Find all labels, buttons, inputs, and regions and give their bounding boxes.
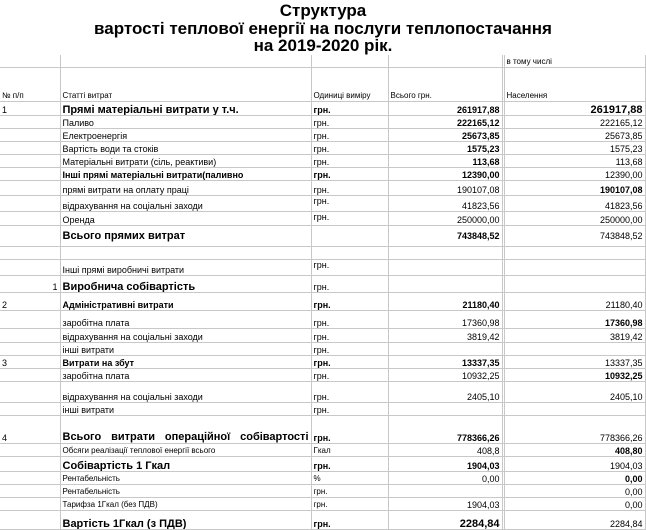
row-num: 2 [0, 292, 60, 310]
row-unit: грн. [311, 484, 388, 497]
table-row [0, 497, 645, 510]
row-total: 261917,88 [388, 101, 502, 115]
row-population [504, 275, 645, 292]
row-unit: грн. [311, 368, 388, 381]
row-num [0, 381, 60, 402]
row-total [388, 402, 502, 415]
row-total: 250000,00 [388, 211, 502, 225]
row-name: заробітна плата [60, 310, 311, 328]
row-population [504, 342, 645, 355]
row-name: Тарифза 1Гкал (без ПДВ) [60, 497, 311, 510]
table-row [0, 342, 645, 355]
row-num [0, 342, 60, 355]
row-unit: грн. [311, 180, 388, 195]
row-name: інші витрати [60, 402, 311, 415]
row-population: 113,68 [504, 154, 645, 167]
row-name: Прямі матеріальні витрати у т.ч. [60, 101, 311, 115]
table-row [0, 246, 645, 259]
row-name: заробітна плата [60, 368, 311, 381]
table-row [0, 259, 645, 275]
row-total [388, 259, 502, 275]
table-row [0, 211, 645, 225]
table-row [0, 180, 645, 195]
row-num: 1 [0, 101, 60, 115]
row-num [0, 246, 60, 259]
row-unit: грн. [311, 115, 388, 128]
table-row [0, 310, 645, 328]
table-row [0, 101, 645, 115]
row-num [0, 211, 60, 225]
row-population: 10932,25 [504, 368, 645, 381]
doc-title: Структура [279, 1, 367, 20]
row-unit: грн. [311, 154, 388, 167]
header-num: № п/п [0, 67, 60, 101]
row-num [0, 368, 60, 381]
row-population: 25673,85 [504, 128, 645, 141]
row-total: 10932,25 [388, 368, 502, 381]
row-total: 13337,35 [388, 355, 502, 368]
table-row [0, 195, 645, 211]
row-total [388, 246, 502, 259]
row-num [0, 456, 60, 471]
table-row [0, 355, 645, 368]
row-unit [311, 246, 388, 259]
row-name: Всього прямих витрат [60, 225, 311, 246]
row-population: 190107,08 [504, 180, 645, 195]
table-row [0, 368, 645, 381]
table-row [0, 443, 645, 456]
table-row [0, 381, 645, 402]
row-unit: Гкал [311, 443, 388, 456]
row-num [0, 328, 60, 342]
row-total: 25673,85 [388, 128, 502, 141]
row-num [0, 225, 60, 246]
table-row [0, 141, 645, 154]
row-name: Електроенергія [60, 128, 311, 141]
row-population: 408,80 [504, 443, 645, 456]
row-total: 3819,42 [388, 328, 502, 342]
row-total [388, 484, 502, 497]
row-population: 2284,84 [504, 510, 645, 529]
header-population: Населення [504, 67, 645, 101]
header-name: Статті витрат [60, 67, 311, 101]
row-total: 743848,52 [388, 225, 502, 246]
table-row [0, 225, 645, 246]
row-total: 41823,56 [388, 195, 502, 211]
row-unit: грн. [311, 275, 388, 292]
row-population: 1575,23 [504, 141, 645, 154]
row-population: 1904,03 [504, 456, 645, 471]
row-unit: грн. [311, 456, 388, 471]
row-unit: грн. [311, 402, 388, 415]
row-unit: грн. [311, 259, 388, 275]
row-name: відрахування на соціальні заходи [60, 328, 311, 342]
row-total: 113,68 [388, 154, 502, 167]
row-population [504, 259, 645, 275]
row-population: 778366,26 [504, 415, 645, 443]
cost-structure-table [0, 55, 646, 530]
row-num [0, 180, 60, 195]
row-population: 261917,88 [504, 101, 645, 115]
row-population: 41823,56 [504, 195, 645, 211]
table-row [0, 167, 645, 180]
row-total: 778366,26 [388, 415, 502, 443]
row-population: 0,00 [504, 471, 645, 484]
row-total: 0,00 [388, 471, 502, 484]
row-num: 3 [0, 355, 60, 368]
header-incl: в тому числі [504, 55, 645, 67]
row-unit: % [311, 471, 388, 484]
row-num [0, 115, 60, 128]
row-population: 743848,52 [504, 225, 645, 246]
table-row [0, 115, 645, 128]
row-num [0, 259, 60, 275]
row-name: інші витрати [60, 342, 311, 355]
row-num [0, 443, 60, 456]
header-unit: Одиниці виміру [311, 67, 388, 101]
row-total [388, 342, 502, 355]
row-num [0, 497, 60, 510]
row-name: Вартість 1Гкал (з ПДВ) [60, 510, 311, 529]
row-unit: грн. [311, 415, 388, 443]
row-population: 0,00 [504, 497, 645, 510]
row-population: 3819,42 [504, 328, 645, 342]
row-num [0, 154, 60, 167]
row-name: Витрати на збут [60, 355, 311, 368]
row-num: 1 [0, 275, 60, 292]
row-unit: грн. [311, 310, 388, 328]
table-row [0, 484, 645, 497]
row-name: Оренда [60, 211, 311, 225]
doc-subtitle: вартості теплової енергії на послуги теплопостачання [94, 19, 552, 38]
row-total: 1904,03 [388, 497, 502, 510]
row-num [0, 128, 60, 141]
row-num [0, 195, 60, 211]
row-population: 13337,35 [504, 355, 645, 368]
row-unit: грн. [311, 195, 388, 211]
table-row [0, 471, 645, 484]
row-num [0, 510, 60, 529]
row-num [0, 167, 60, 180]
row-unit: грн. [311, 101, 388, 115]
row-unit: грн. [311, 292, 388, 310]
row-unit: грн. [311, 355, 388, 368]
row-name: Адміністративні витрати [60, 292, 311, 310]
row-population: 12390,00 [504, 167, 645, 180]
table-row [0, 292, 645, 310]
row-unit: грн. [311, 167, 388, 180]
row-name: відрахування на соціальні заходи [60, 195, 311, 211]
row-num [0, 471, 60, 484]
row-total: 12390,00 [388, 167, 502, 180]
row-unit: грн. [311, 510, 388, 529]
table-row [0, 415, 645, 443]
row-population [504, 246, 645, 259]
doc-period: на 2019-2020 рік. [253, 36, 393, 55]
row-total: 408,8 [388, 443, 502, 456]
row-total: 190107,08 [388, 180, 502, 195]
row-name: Рентабельність [60, 471, 311, 484]
table-row [0, 456, 645, 471]
row-unit: грн. [311, 497, 388, 510]
table-row [0, 510, 645, 529]
row-total [388, 275, 502, 292]
row-population: 222165,12 [504, 115, 645, 128]
row-total: 17360,98 [388, 310, 502, 328]
row-num [0, 402, 60, 415]
row-population: 2405,10 [504, 381, 645, 402]
header-row-top [0, 55, 645, 67]
row-total: 1904,03 [388, 456, 502, 471]
row-name: Собівартість 1 Гкал [60, 456, 311, 471]
row-total: 21180,40 [388, 292, 502, 310]
table-row [0, 402, 645, 415]
row-population: 0,00 [504, 484, 645, 497]
row-num [0, 141, 60, 154]
row-num: 4 [0, 415, 60, 443]
table-row [0, 128, 645, 141]
row-unit [311, 225, 388, 246]
row-total: 1575,23 [388, 141, 502, 154]
row-total: 222165,12 [388, 115, 502, 128]
row-unit: грн. [311, 211, 388, 225]
row-num [0, 310, 60, 328]
row-name: Всього витрати операційної собівартості [60, 415, 311, 443]
row-population [504, 402, 645, 415]
row-total: 2405,10 [388, 381, 502, 402]
row-unit: грн. [311, 342, 388, 355]
row-name: Інші прямі матеріальні витрати(паливно [60, 167, 311, 180]
row-num [0, 484, 60, 497]
row-name: Виробнича собівартість [60, 275, 311, 292]
table-row [0, 275, 645, 292]
row-name: Рентабельність [60, 484, 311, 497]
header-total: Всього грн. [388, 67, 502, 101]
row-name: прямі витрати на оплату праці [60, 180, 311, 195]
row-unit: грн. [311, 128, 388, 141]
row-population: 250000,00 [504, 211, 645, 225]
row-name [60, 246, 311, 259]
row-name: Обсяги реалізації теплової енергії всього [60, 443, 311, 456]
row-unit: грн. [311, 141, 388, 154]
row-name: Паливо [60, 115, 311, 128]
row-name: Інші прямі виробничі витрати [60, 259, 311, 275]
row-name: Вартість води та стоків [60, 141, 311, 154]
table-row [0, 154, 645, 167]
row-name: Матеріальні витрати (сіль, реактиви) [60, 154, 311, 167]
row-unit: грн. [311, 381, 388, 402]
row-population: 17360,98 [504, 310, 645, 328]
row-name: відрахування на соціальні заходи [60, 381, 311, 402]
header-row [0, 67, 645, 101]
row-unit: грн. [311, 328, 388, 342]
row-total: 2284,84 [388, 510, 502, 529]
row-population: 21180,40 [504, 292, 645, 310]
table-row [0, 328, 645, 342]
